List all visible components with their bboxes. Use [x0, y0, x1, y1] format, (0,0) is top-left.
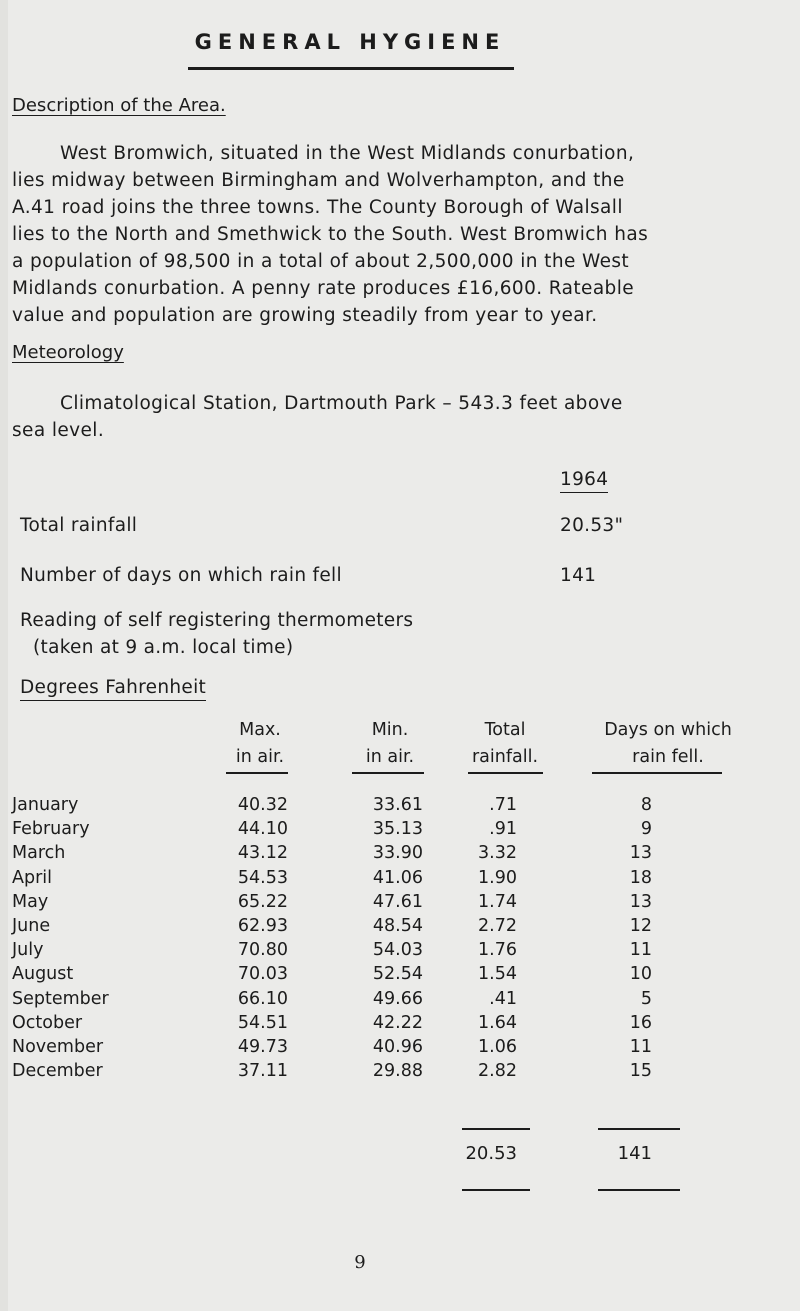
total-rainfall-label: Total rainfall	[20, 515, 138, 536]
description-line: lies midway between Birmingham and Wolverhampton, and the	[12, 170, 625, 191]
month-cell: December	[12, 1061, 103, 1082]
column-heading-line: in air.	[365, 747, 415, 767]
meteorology-heading: Meteorology	[12, 342, 124, 363]
column-heading-min	[345, 717, 435, 771]
max-temp-cell: 54.53	[237, 867, 288, 888]
month-cell: May	[12, 891, 49, 912]
max-temp-cell: 62.93	[237, 916, 288, 936]
rain-days-cell: 15	[629, 1061, 652, 1082]
max-temp-cell: 44.10	[237, 819, 288, 840]
rainfall-cell: 1.90	[478, 867, 517, 888]
max-temp-cell: 49.73	[237, 1037, 288, 1057]
column-heading-line: in air.	[235, 747, 285, 767]
totals-rule	[598, 1128, 680, 1130]
station-line: sea level.	[12, 420, 105, 441]
min-temp-cell: 42.22	[372, 1012, 423, 1033]
column-rule	[352, 772, 424, 774]
total-rainfall-value: 20.53"	[560, 515, 624, 536]
min-temp-cell: 47.61	[372, 891, 423, 912]
description-line: West Bromwich, situated in the West Midlands conurbation,	[60, 143, 635, 164]
rain-days-cell: 12	[629, 916, 652, 936]
year-heading	[560, 469, 608, 493]
thermometer-line: (taken at 9 a.m. local time)	[33, 637, 294, 658]
rain-days-cell: 8	[640, 795, 652, 815]
rain-days-value: 141	[560, 565, 597, 586]
max-temp-cell: 37.11	[237, 1061, 288, 1082]
max-temp-cell: 70.03	[237, 964, 288, 985]
month-cell: July	[12, 940, 44, 961]
description-line: lies to the North and Smethwick to the South. West Bromwich has	[12, 224, 649, 245]
rainfall-cell: .91	[489, 819, 517, 840]
month-cell: October	[12, 1012, 83, 1033]
month-cell: August	[12, 964, 74, 985]
min-temp-cell: 29.88	[372, 1061, 423, 1082]
rainfall-cell: .71	[489, 795, 517, 815]
degrees-heading	[20, 677, 206, 701]
month-cell: March	[12, 843, 66, 864]
column-heading-line: Days on which	[604, 720, 732, 740]
description-paragraph	[12, 140, 702, 329]
description-line: value and population are growing steadily from year to year.	[12, 305, 598, 326]
column-heading-line: Total	[484, 720, 526, 740]
min-temp-cell: 41.06	[372, 867, 423, 888]
title-rule	[188, 67, 514, 70]
column-rule	[592, 772, 722, 774]
min-temp-cell: 48.54	[372, 916, 423, 936]
rainfall-cell: 1.54	[478, 964, 517, 985]
rain-days-cell: 9	[640, 819, 652, 840]
station-line: Climatological Station, Dartmouth Park – 543.3 feet above	[60, 393, 623, 414]
min-temp-cell: 54.03	[372, 940, 423, 961]
rain-days-cell: 11	[629, 1037, 652, 1057]
rainfall-cell: 1.74	[478, 891, 517, 912]
description-line: A.41 road joins the three towns. The County Borough of Walsall	[12, 197, 623, 218]
totals-rule	[462, 1128, 530, 1130]
month-cell: September	[12, 988, 109, 1009]
column-rule	[226, 772, 288, 774]
min-temp-cell: 40.96	[372, 1037, 423, 1057]
column-heading-line: Min.	[371, 720, 409, 740]
min-temp-cell: 35.13	[372, 819, 423, 840]
max-temp-cell: 40.32	[237, 795, 288, 815]
column-heading-line: rainfall.	[471, 747, 539, 767]
total-rainfall-sum: 20.53	[465, 1143, 517, 1164]
month-cell: January	[12, 795, 79, 815]
rain-days-cell: 16	[629, 1012, 652, 1033]
rainfall-cell: 2.72	[478, 916, 517, 936]
min-temp-cell: 33.61	[372, 795, 423, 815]
column-heading-line: Max.	[239, 720, 281, 740]
description-heading: Description of the Area.	[12, 95, 226, 116]
month-cell: April	[12, 867, 52, 888]
rain-days-cell: 13	[629, 891, 652, 912]
description-line: a population of 98,500 in a total of about 2,500,000 in the West	[12, 251, 630, 272]
min-temp-cell: 52.54	[372, 964, 423, 985]
column-rule	[468, 772, 543, 774]
rain-days-cell: 10	[629, 964, 652, 985]
degrees-heading-text: Degrees Fahrenheit	[20, 677, 206, 701]
column-heading-line: rain fell.	[632, 747, 704, 767]
month-cell: November	[12, 1037, 104, 1057]
thermometer-line: Reading of self registering thermometers	[20, 610, 414, 631]
month-cell: February	[12, 819, 90, 840]
column-heading-max	[215, 717, 305, 771]
max-temp-cell: 65.22	[237, 891, 288, 912]
rainfall-cell: 3.32	[478, 843, 517, 864]
rain-days-cell: 13	[629, 843, 652, 864]
station-paragraph	[12, 390, 702, 444]
page-title: GENERAL HYGIENE	[194, 30, 506, 54]
max-temp-cell: 70.80	[237, 940, 288, 961]
month-cell: June	[12, 916, 51, 936]
page-edge-shadow	[0, 0, 8, 1311]
rainfall-cell: 1.64	[478, 1012, 517, 1033]
max-temp-cell: 66.10	[237, 988, 288, 1009]
description-line: Midlands conurbation. A penny rate produces £16,600. Rateable	[12, 278, 635, 299]
total-days-sum: 141	[617, 1143, 652, 1164]
rainfall-cell: 2.82	[478, 1061, 517, 1082]
rain-days-cell: 18	[629, 867, 652, 888]
column-heading-rainfall	[455, 717, 555, 771]
rain-days-label: Number of days on which rain fell	[20, 565, 342, 586]
max-temp-cell: 54.51	[237, 1012, 288, 1033]
rainfall-cell: 1.06	[478, 1037, 517, 1057]
max-temp-cell: 43.12	[237, 843, 288, 864]
rainfall-cell: .41	[489, 988, 517, 1009]
page-number: 9	[354, 1252, 366, 1273]
totals-rule	[462, 1189, 530, 1191]
min-temp-cell: 33.90	[372, 843, 423, 864]
totals-rule	[598, 1189, 680, 1191]
min-temp-cell: 49.66	[372, 988, 423, 1009]
rain-days-cell: 11	[629, 940, 652, 961]
column-heading-days	[578, 717, 758, 771]
year-label: 1964	[560, 469, 608, 493]
rainfall-cell: 1.76	[478, 940, 517, 961]
rain-days-cell: 5	[640, 988, 652, 1009]
